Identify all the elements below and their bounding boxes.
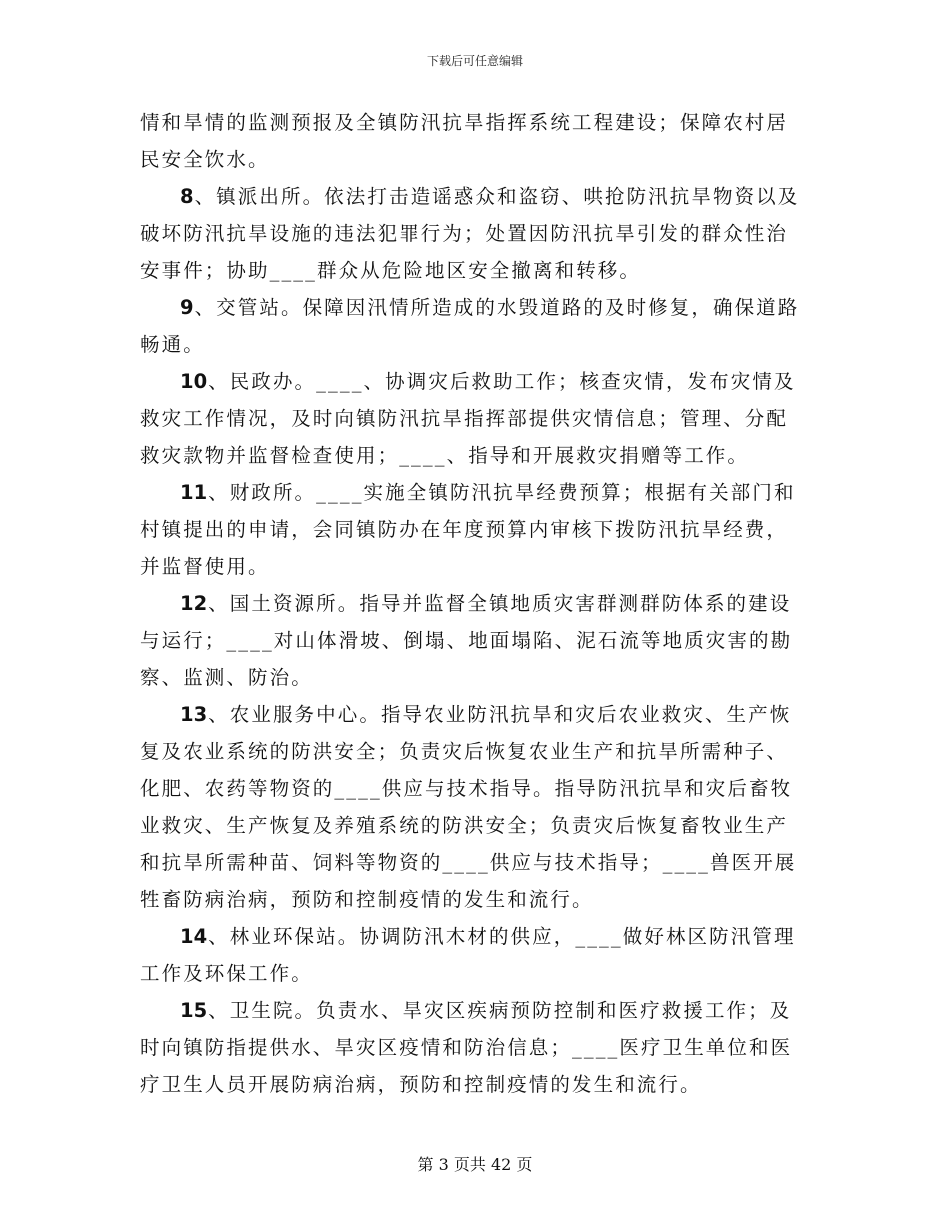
text-line (140, 511, 816, 548)
line-text: 、财政所。____实施全镇防汛抗旱经费预算；根据有关部门和 (208, 481, 796, 504)
line-text: 、镇派出所。依法打击造谣惑众和盗窃、哄抢防汛抗旱物资以及 (194, 185, 800, 208)
paragraph-start-line (140, 289, 816, 326)
line-text: 救灾工作情况，及时向镇防汛抗旱指挥部提供灾情信息；管理、分配 (140, 407, 789, 430)
item-number: 12 (180, 592, 208, 615)
paragraph-start-line (140, 178, 816, 215)
line-text: 与运行；____对山体滑坡、倒塌、地面塌陷、泥石流等地质灾害的勘 (140, 629, 793, 652)
line-text: 畅通。 (140, 333, 205, 356)
page-header: 下载后可任意编辑 (426, 54, 523, 68)
text-line (140, 1029, 816, 1066)
item-number: 11 (180, 481, 208, 504)
item-number: 9 (180, 296, 194, 319)
line-text: 牲畜防病治病，预防和控制疫情的发生和流行。 (140, 888, 594, 911)
text-line (140, 844, 816, 881)
text-line (140, 733, 816, 770)
line-text: 工作及环保工作。 (140, 962, 313, 985)
line-text: 疗卫生人员开展防病治病，预防和控制疫情的发生和流行。 (140, 1073, 702, 1096)
text-line (140, 437, 816, 474)
line-text: 化肥、农药等物资的____供应与技术指导。指导防汛抗旱和灾后畜牧 (140, 777, 793, 800)
paragraph-start-line (140, 992, 816, 1029)
document-body (140, 104, 816, 1103)
item-number: 14 (180, 925, 208, 948)
line-text: 、卫生院。负责水、旱灾区疾病预防控制和医疗救援工作；及 (208, 999, 792, 1022)
text-line (140, 659, 816, 696)
line-text: 和抗旱所需种苗、饲料等物资的____供应与技术指导；____兽医开展 (140, 851, 797, 874)
line-text: 安事件；协助____群众从危险地区安全撤离和转移。 (140, 259, 642, 282)
paragraph-start-line (140, 585, 816, 622)
text-line (140, 252, 816, 289)
line-text: 情和旱情的监测预报及全镇防汛抗旱指挥系统工程建设；保障农村居 (140, 111, 789, 134)
line-text: 察、监测、防治。 (140, 666, 313, 689)
line-text: 业救灾、生产恢复及养殖系统的防洪安全；负责灾后恢复畜牧业生产 (140, 814, 789, 837)
text-line (140, 104, 816, 141)
text-line (140, 326, 816, 363)
line-text: 民安全饮水。 (140, 148, 270, 171)
item-number: 10 (180, 370, 208, 393)
line-text: 村镇提出的申请，会同镇防办在年度预算内审核下拨防汛抗旱经费， (140, 518, 789, 541)
line-text: 时向镇防指提供水、旱灾区疫情和防治信息；____医疗卫生单位和医 (140, 1036, 793, 1059)
line-text: 救灾款物并监督检查使用；____、指导和开展救灾捐赠等工作。 (140, 444, 750, 467)
paragraph-start-line (140, 474, 816, 511)
text-line (140, 881, 816, 918)
text-line (140, 548, 816, 585)
text-line (140, 141, 816, 178)
item-number: 15 (180, 999, 208, 1022)
line-text: 破坏防汛抗旱设施的违法犯罪行为；处置因防汛抗旱引发的群众性治 (140, 222, 789, 245)
page-footer: 第 3 页共 42 页 (417, 1155, 533, 1174)
text-line (140, 622, 816, 659)
line-text: 、民政办。____、协调灾后救助工作；核查灾情，发布灾情及 (208, 370, 796, 393)
item-number: 13 (180, 703, 208, 726)
text-line (140, 400, 816, 437)
line-text: 复及农业系统的防洪安全；负责灾后恢复农业生产和抗旱所需种子、 (140, 740, 789, 763)
paragraph-start-line (140, 918, 816, 955)
line-text: 、林业环保站。协调防汛木材的供应，____做好林区防汛管理 (208, 925, 796, 948)
line-text: 、农业服务中心。指导农业防汛抗旱和灾后农业救灾、生产恢 (208, 703, 792, 726)
line-text: 并监督使用。 (140, 555, 270, 578)
paragraph-start-line (140, 363, 816, 400)
text-line (140, 807, 816, 844)
line-text: 、国土资源所。指导并监督全镇地质灾害群测群防体系的建设 (208, 592, 792, 615)
text-line (140, 955, 816, 992)
paragraph-start-line (140, 696, 816, 733)
text-line (140, 215, 816, 252)
line-text: 、交管站。保障因汛情所造成的水毁道路的及时修复，确保道路 (194, 296, 800, 319)
item-number: 8 (180, 185, 194, 208)
text-line (140, 770, 816, 807)
text-line (140, 1066, 816, 1103)
